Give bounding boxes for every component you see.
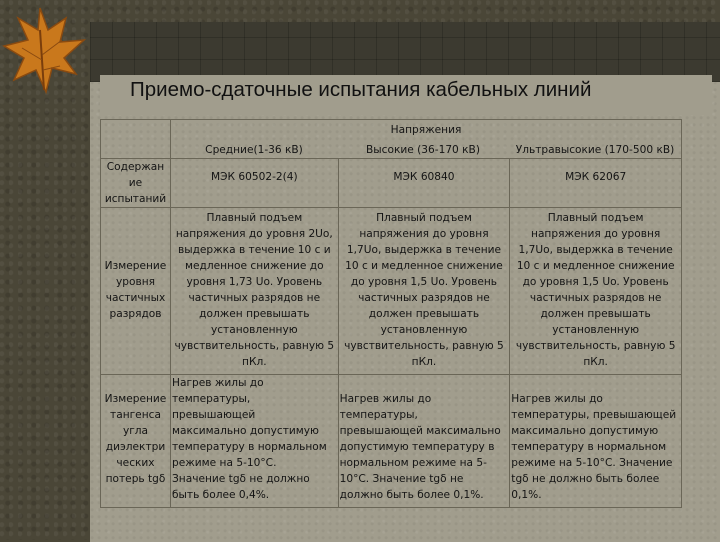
voltage-group-label: Напряжения [390,124,462,136]
pd-cell-ultra-high: Плавный подъем напряжения до уровня 1,7Uo, выдержка в течение 10 с и медленное снижение до уровня 1,5 Uo. Уровень частичных разрядов не должен превышать установленную чувствительность, равную 5 пКл. [510,208,682,375]
slide-title: Приемо-сдаточные испытания кабельных линий [130,78,592,101]
column-header-ultra-high: Ультравысокие (170-500 кВ) [515,144,675,156]
empty-corner-cell [101,120,171,159]
tgd-cell-high: Нагрев жилы до температуры, превышающей максимально допустимую температуру в нормальном режиме на 5- 10°С. Значение tgδ не должно быть более 0,1%. [338,375,510,508]
column-header-high: Высокие (36-170 кВ) [366,144,480,156]
column-header-medium: Средние(1-36 кВ) [205,144,303,156]
tgd-cell-medium: Нагрев жилы до температуры, превышающей максимально допустимую температуру в нормальном режиме на 5-10°С. Значение tgδ не должно быть более 0,4%. [171,375,339,508]
table-row [101,208,682,375]
row-label-content: Содержан ие испытаний [101,159,171,208]
table-header-row [101,120,682,159]
standard-cell-ultra-high: МЭК 62067 [510,159,682,208]
pd-cell-medium: Плавный подъем напряжения до уровня 2Uo, выдержка в течение 10 с и медленное снижение до уровня 1,73 Uo. Уровень частичных разрядов не должен превышать установленную чувствительность, равную 5 пКл. [171,208,339,375]
row-label-tan-delta: Измерение тангенса угла диэлектри ческих потерь tgδ [101,375,171,508]
autumn-leaf-decoration [0,0,90,110]
tgd-cell-ultra-high: Нагрев жилы до температуры, превышающей максимально допустимую температуру в нормальном режиме на 5-10°С. Значение tgδ не должно быть более 0,1%. [510,375,682,508]
test-table [100,119,682,508]
table-row [101,375,682,508]
voltage-header [171,120,682,159]
standard-cell-high: МЭК 60840 [338,159,510,208]
standard-cell-medium: МЭК 60502-2(4) [171,159,339,208]
slide-header-texture [90,22,720,82]
table-row [101,159,682,208]
row-label-partial-discharge: Измерение уровня частичных разрядов [101,208,171,375]
pd-cell-high: Плавный подъем напряжения до уровня 1,7Uo, выдержка в течение 10 с и медленное снижение до уровня 1,5 Uo. Уровень частичных разрядов не должен превышать установленную чувствительность, равную 5 пКл. [338,208,510,375]
